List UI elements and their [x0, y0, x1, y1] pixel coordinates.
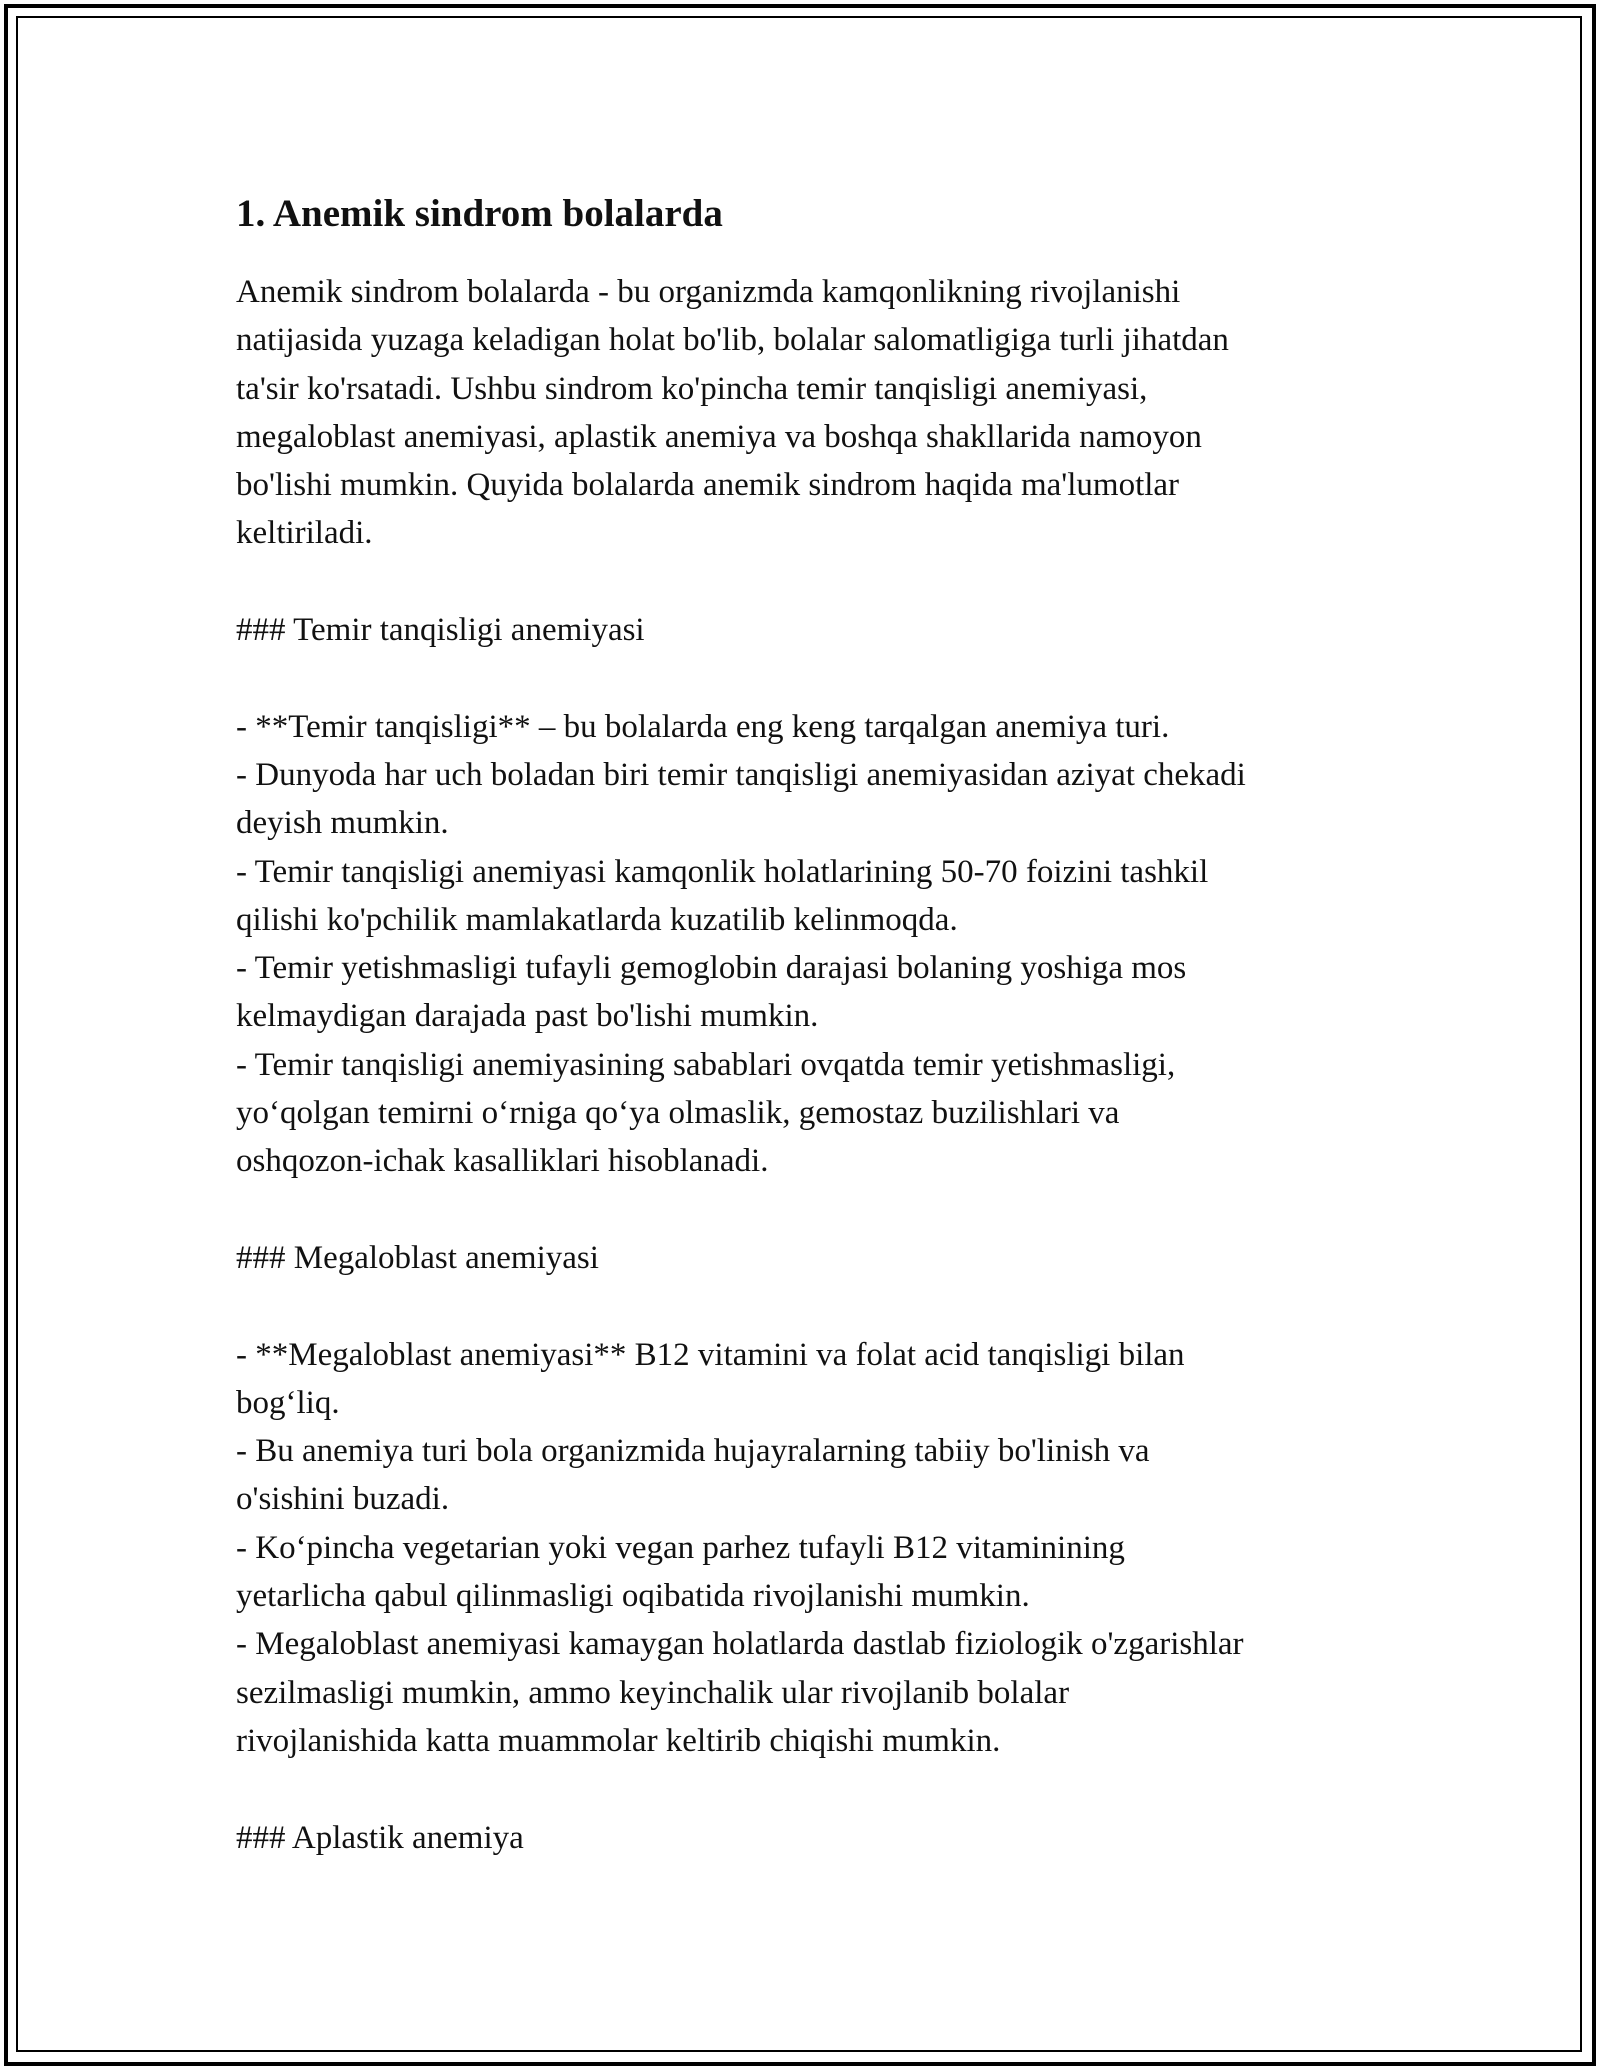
text-line: natijasida yuzaga keladigan holat bo'lib, bolalar salomatligiga turli jihatdan: [236, 322, 1229, 359]
list-item-line: - Ko‘pincha vegetarian yoki vegan parhez tufayli B12 vitaminining: [236, 1529, 1125, 1566]
list-item-line: bog‘liq.: [236, 1384, 340, 1421]
list-item-line: rivojlanishida katta muammolar keltirib chiqishi mumkin.: [236, 1722, 1001, 1759]
section-title: 1. Anemik sindrom bolalarda: [236, 192, 723, 235]
list-item-line: - Dunyoda har uch boladan biri temir tanqisligi anemiyasidan aziyat chekadi: [236, 756, 1246, 793]
blank-line: [236, 1765, 1366, 1813]
list-item-line: - **Megaloblast anemiyasi** B12 vitamini va folat acid tanqisligi bilan: [236, 1336, 1185, 1373]
list-item-line: yo‘qolgan temirni o‘rniga qo‘ya olmaslik, gemostaz buzilishlari va: [236, 1095, 1120, 1132]
subheading-line: ### Temir tanqisligi anemiyasi: [236, 612, 645, 649]
list-item-line: - Megaloblast anemiyasi kamaygan holatlarda dastlab fiziologik o'zgarishlar: [236, 1626, 1244, 1663]
blank-line: [236, 558, 1366, 606]
list-item-line: qilishi ko'pchilik mamlakatlarda kuzatilib kelinmoqda.: [236, 901, 958, 938]
document-text: [236, 268, 1366, 1862]
list-item-line: - Temir yetishmasligi tufayli gemoglobin darajasi bolaning yoshiga mos: [236, 950, 1187, 987]
list-item-line: deyish mumkin.: [236, 805, 449, 842]
list-item-line: - Temir tanqisligi anemiyasining sabablari ovqatda temir yetishmasligi,: [236, 1046, 1176, 1083]
list-item-line: oshqozon-ichak kasalliklari hisoblanadi.: [236, 1143, 769, 1180]
list-item-line: - Temir tanqisligi anemiyasi kamqonlik holatlarining 50-70 foizini tashkil: [236, 853, 1209, 890]
subheading-line: ### Megaloblast anemiyasi: [236, 1239, 599, 1276]
list-item-line: - Bu anemiya turi bola organizmida hujayralarning tabiiy bo'linish va: [236, 1433, 1150, 1470]
list-item-line: - **Temir tanqisligi** – bu bolalarda eng keng tarqalgan anemiya turi.: [236, 708, 1170, 745]
blank-line: [236, 654, 1366, 702]
list-item-line: kelmaydigan darajada past bo'lishi mumkin.: [236, 998, 819, 1035]
text-line: ta'sir ko'rsatadi. Ushbu sindrom ko'pincha temir tanqisligi anemiyasi,: [236, 370, 1148, 407]
subheading-line: ### Aplastik anemiya: [236, 1819, 524, 1856]
list-item-line: yetarlicha qabul qilinmasligi oqibatida rivojlanishi mumkin.: [236, 1578, 1030, 1615]
document-body: [236, 186, 1366, 1862]
text-line: keltiriladi.: [236, 515, 373, 552]
blank-line: [236, 1282, 1366, 1330]
text-line: Anemik sindrom bolalarda - bu organizmda kamqonlikning rivojlanishi: [236, 274, 1181, 310]
text-line: bo'lishi mumkin. Quyida bolalarda anemik sindrom haqida ma'lumotlar: [236, 467, 1180, 504]
list-item-line: o'sishini buzadi.: [236, 1481, 450, 1518]
list-item-line: sezilmasligi mumkin, ammo keyinchalik ular rivojlanib bolalar: [236, 1674, 1070, 1711]
blank-line: [236, 1186, 1366, 1234]
text-line: megaloblast anemiyasi, aplastik anemiya va boshqa shakllarida namoyon: [236, 418, 1202, 455]
